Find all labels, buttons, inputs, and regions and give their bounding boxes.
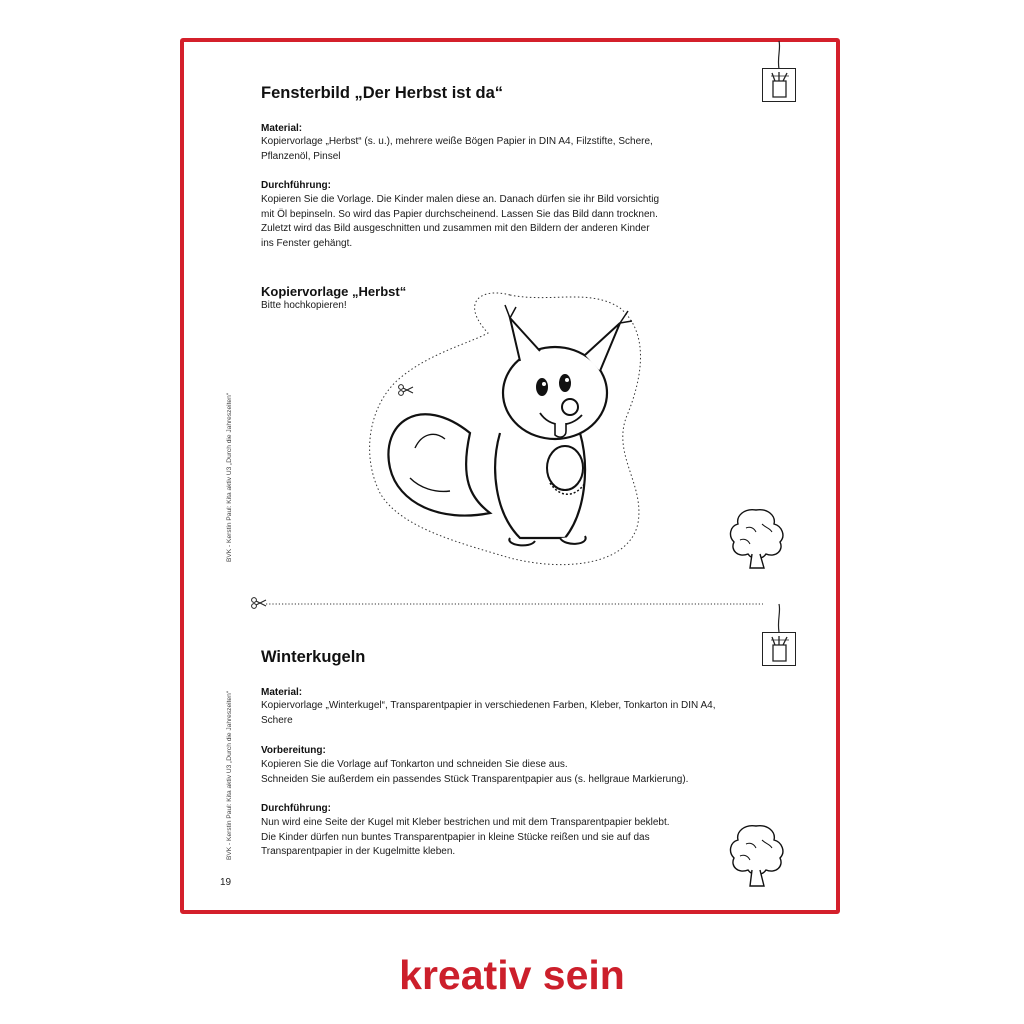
section1-procedure-text — [261, 193, 659, 251]
text-line: mit Öl bepinseln. So wird das Papier durchscheinend. Lassen Sie das Bild dann trocknen. — [261, 208, 658, 220]
cut-line — [266, 602, 766, 606]
hanging-string — [778, 41, 780, 71]
text-line: Schere — [261, 714, 293, 726]
scissors-icon — [251, 597, 267, 609]
section2-procedure-label: Durchführung: — [261, 803, 331, 814]
text-line: Transparentpapier in der Kugelmitte kleben. — [261, 846, 456, 858]
text-line: Kopieren Sie die Vorlage. Die Kinder malen diese an. Danach dürfen sie ihr Bild vorsichtig — [261, 194, 660, 205]
side-credit-1: BVK - Kerstin Paul: Kita aktiv U3 „Durch die Jahreszeiten“ — [226, 393, 233, 562]
text-line: ins Fenster gehängt. — [261, 237, 353, 249]
hanging-string — [778, 604, 780, 634]
section2-title: Winterkugeln — [261, 648, 366, 666]
text-line: Kopieren Sie die Vorlage auf Tonkarton und schneiden Sie diese aus. — [261, 759, 568, 770]
caption: kreativ sein — [399, 952, 625, 998]
section2-preparation-text — [261, 758, 688, 787]
text-line: Pflanzenöl, Pinsel — [261, 150, 341, 162]
page-number: 19 — [220, 877, 232, 888]
section1-material-label: Material: — [261, 123, 303, 134]
text-line: Kopiervorlage „Winterkugel“, Transparentpapier in verschiedenen Farben, Kleber, Tonkarton in DIN A4, — [261, 700, 716, 711]
section1-title: Fensterbild „Der Herbst ist da“ — [261, 84, 504, 102]
pencil-cup-icon — [762, 68, 796, 102]
section2-preparation-label: Vorbereitung: — [261, 745, 326, 756]
template-title: Kopiervorlage „Herbst“ — [261, 284, 407, 299]
scissors-icon — [398, 384, 414, 396]
pencil-cup-icon — [762, 632, 796, 666]
text-line: Nun wird eine Seite der Kugel mit Kleber bestrichen und mit dem Transparentpapier beklebt. — [261, 817, 670, 828]
side-credit-2: BVK - Kerstin Paul: Kita aktiv U3 „Durch die Jahreszeiten“ — [226, 691, 233, 860]
section2-material-label: Material: — [261, 687, 303, 698]
text-line: Zuletzt wird das Bild ausgeschnitten und zusammen mit den Bildern der anderen Kinder — [261, 223, 650, 235]
template-note: Bitte hochkopieren! — [261, 300, 347, 311]
tree-icon — [726, 822, 786, 888]
text-line: Schneiden Sie außerdem ein passendes Stück Transparentpapier aus (s. hellgraue Markierung). — [261, 773, 689, 785]
text-line: Die Kinder dürfen nun buntes Transparentpapier in kleine Stücke reißen und sie auf das — [261, 831, 650, 843]
section1-material-text — [261, 135, 653, 164]
tree-icon — [726, 506, 786, 570]
section2-material-text — [261, 699, 716, 728]
squirrel-illustration — [360, 283, 700, 593]
text-line: Kopiervorlage „Herbst“ (s. u.), mehrere weiße Bögen Papier in DIN A4, Filzstifte, Schere, — [261, 136, 653, 147]
section1-procedure-label: Durchführung: — [261, 180, 331, 191]
section2-procedure-text — [261, 816, 670, 860]
